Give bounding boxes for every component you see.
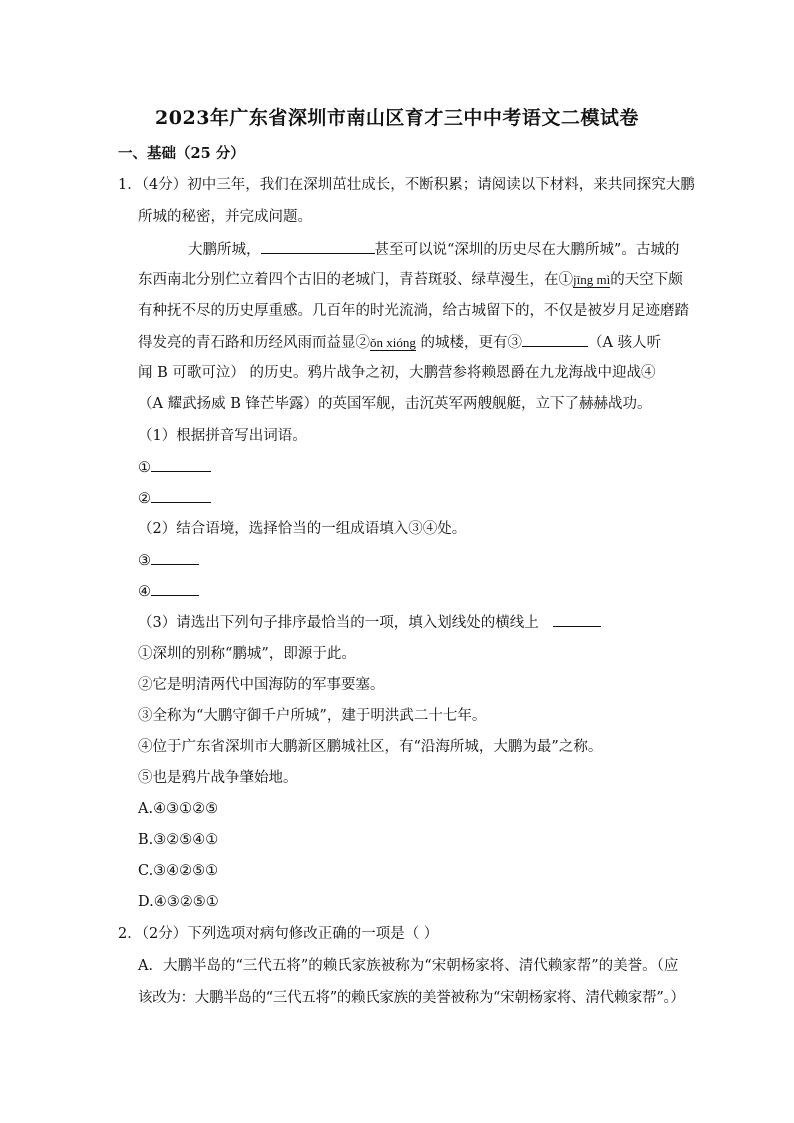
option-c[interactable]: C.③④②⑤① xyxy=(138,863,219,879)
para-text: 的城楼，更有③ xyxy=(415,335,522,351)
circled-num: ② xyxy=(138,491,151,507)
answer-blank[interactable] xyxy=(553,612,601,627)
circled-num: ④ xyxy=(138,584,151,600)
q1-para-line5: 闻 B 可歌可泣） 的历史。鸦片战争之初，大鹏营参将赖恩爵在九龙海战中迎战④ xyxy=(138,365,656,381)
answer-blank[interactable] xyxy=(151,550,199,565)
circled-num: ① xyxy=(138,460,151,476)
para-text: 的天空下颇 xyxy=(610,272,683,288)
sentence-3: ③全称为“大鹏守御千户所城”，建于明洪武二十七年。 xyxy=(138,708,487,724)
answer-blank[interactable] xyxy=(151,581,199,596)
q1-sub2: （2）结合语境，选择恰当的一组成语填入③④处。 xyxy=(138,521,467,537)
page-title: 2023年广东省深圳市南山区育才三中中考语文二模试卷 xyxy=(155,107,639,129)
sentence-4: ④位于广东省深圳市大鹏新区鹏城社区，有“沿海所城，大鹏为最”之称。 xyxy=(138,739,603,755)
option-b[interactable]: B.③②⑤④① xyxy=(138,832,219,848)
q1-sub3 xyxy=(138,612,601,633)
answer-blank[interactable] xyxy=(151,457,211,472)
para-text: （A 骇人听 xyxy=(587,335,662,351)
q1-para-line1 xyxy=(188,239,679,260)
q1-para-line6: （A 耀武扬威 B 锋芒毕露）的英国军舰，击沉英军两艘舰艇，立下了赫赫战功。 xyxy=(138,396,652,412)
answer-blank[interactable] xyxy=(151,488,211,503)
sentence-5: ⑤也是鸦片战争肇始地。 xyxy=(138,770,298,786)
q1-sub2-a xyxy=(138,550,199,571)
para-text: 东西南北分别伫立着四个古旧的老城门，青苔斑驳、绿草漫生，在① xyxy=(138,272,573,288)
q2-stem: 2．（2分）下列选项对病句修改正确的一项是（ ） xyxy=(118,926,439,942)
para-text: 甚至可以说“深圳的历史尽在大鹏所城”。古城的 xyxy=(374,242,680,258)
q2-option-a-line1: A．大鹏半岛的“三代五将”的赖氏家族被称为“宋朝杨家将、清代赖家帮”的美誉。（应 xyxy=(138,958,679,974)
pinyin-1: jīng mì xyxy=(573,272,611,287)
sub3-text: （3）请选出下列句子排序最恰当的一项，填入划线处的横线上 xyxy=(138,615,539,631)
q1-stem-line2: 所城的秘密，并完成问题。 xyxy=(138,209,312,225)
option-a[interactable]: A.④③①②⑤ xyxy=(138,801,219,817)
section-heading: 一、基础（25 分） xyxy=(118,145,245,162)
q1-sub1-b xyxy=(138,488,211,509)
sentence-2: ②它是明清两代中国海防的军事要塞。 xyxy=(138,677,385,693)
q1-para-line4 xyxy=(138,332,661,353)
q1-para-line2 xyxy=(138,270,683,290)
q1-para-line3: 有种抚不尽的历史厚重感。几百年的时光流淌，给古城留下的，不仅是被岁月足迹磨踏 xyxy=(138,303,689,319)
sentence-1: ①深圳的别称“鹏城”，即源于此。 xyxy=(138,646,356,662)
answer-blank[interactable] xyxy=(261,239,375,254)
pinyin-2: ǒn xióng xyxy=(370,335,416,350)
q2-option-a-line2: 该改为：大鹏半岛的“三代五将”的赖氏家族的美誉被称为“宋朝杨家将、清代赖家帮”。） xyxy=(138,990,685,1006)
q1-sub1: （1）根据拼音写出词语。 xyxy=(138,428,307,444)
q1-sub2-b xyxy=(138,581,199,602)
circled-num: ③ xyxy=(138,553,151,569)
option-d[interactable]: D.④③②⑤① xyxy=(138,894,219,910)
q1-stem-line1: 1．（4分）初中三年，我们在深圳茁壮成长，不断积累；请阅读以下材料，来共同探究大鹏 xyxy=(118,177,695,193)
para-text: 得发亮的青石路和历经风雨而益显② xyxy=(138,335,370,351)
q1-sub1-a xyxy=(138,457,211,478)
answer-blank[interactable] xyxy=(522,332,588,347)
para-text: 大鹏所城， xyxy=(188,242,261,258)
